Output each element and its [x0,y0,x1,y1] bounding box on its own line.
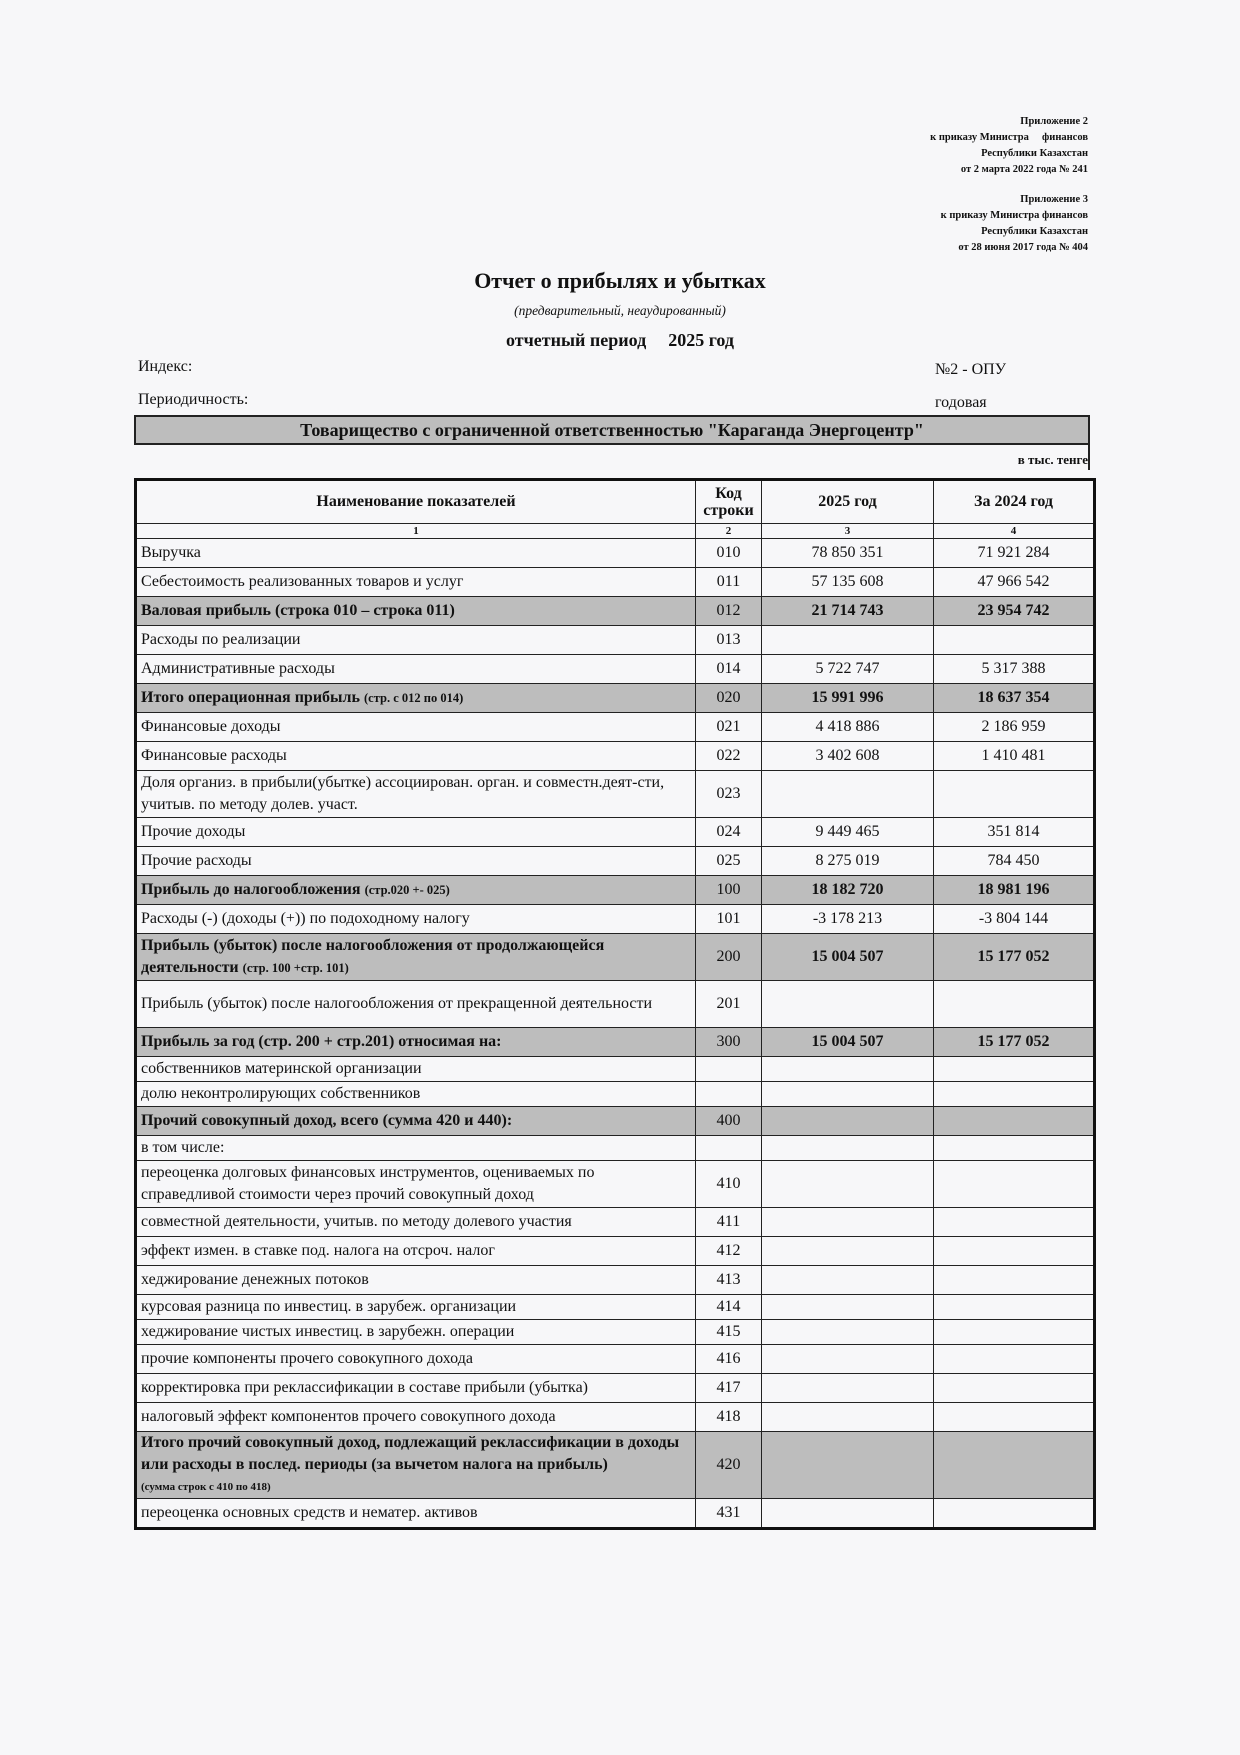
row-code: 415 [696,1320,762,1345]
value-current-year: 57 135 608 [762,568,934,597]
indicator-label: Прочие доходы [141,823,246,840]
indicator-name [136,905,696,934]
indicator-label: в том числе: [141,1139,225,1156]
value-previous-year: 784 450 [934,847,1095,876]
value-previous-year [934,981,1095,1028]
indicator-name [136,1320,696,1345]
appendix-2-line3: Республики Казахстан [981,148,1088,159]
reporting-period [0,330,1240,351]
value-previous-year: 71 921 284 [934,539,1095,568]
indicator-name [136,684,696,713]
value-previous-year [934,1057,1095,1082]
indicator-formula-note: (стр.020 +- 025) [364,883,450,897]
row-code: 431 [696,1499,762,1529]
value-previous-year [934,1237,1095,1266]
value-current-year: 15 991 996 [762,684,934,713]
indicator-name [136,742,696,771]
row-code: 411 [696,1208,762,1237]
indicator-label: Прочий совокупный доход, всего (сумма 420 и 440): [141,1112,513,1129]
indicator-label: Прибыль за год (стр. 200 + стр.201) относимая на: [141,1033,502,1050]
indicator-label: Расходы (-) (доходы (+)) по подоходному налогу [141,910,470,927]
indicator-label: переоценка долговых финансовых инструментов, оцениваемых по справедливой стоимости через прочий совокупный доход [141,1164,595,1203]
appendix-2-line4: от 2 марта 2022 года № 241 [960,164,1088,175]
row-code [696,1082,762,1107]
indicator-label: Выручка [141,544,201,561]
row-code: 201 [696,981,762,1028]
indicator-name [136,713,696,742]
value-current-year [762,1432,934,1499]
table-row [136,1374,1095,1403]
row-code: 420 [696,1432,762,1499]
indicator-name [136,1295,696,1320]
row-code: 020 [696,684,762,713]
value-previous-year [934,1136,1095,1161]
value-current-year: 4 418 886 [762,713,934,742]
table-row [136,847,1095,876]
table-row [136,655,1095,684]
indicator-name [136,876,696,905]
value-current-year [762,771,934,818]
table-row [136,1320,1095,1345]
indicator-label: долю неконтролирующих собственников [141,1085,421,1102]
indicator-name [136,981,696,1028]
index-label: Индекс: [138,358,193,375]
value-previous-year: 2 186 959 [934,713,1095,742]
table-row [136,539,1095,568]
indicator-label: хеджирование чистых инвестиц. в зарубежн. операции [141,1323,515,1340]
indicator-name [136,1403,696,1432]
row-code: 418 [696,1403,762,1432]
indicator-name [136,1345,696,1374]
value-current-year [762,1374,934,1403]
header-code-line2: строки [703,502,754,519]
value-previous-year [934,1266,1095,1295]
report-title: Отчет о прибылях и убытках [474,268,766,293]
column-number: 3 [762,524,934,539]
indicator-label: прочие компоненты прочего совокупного дохода [141,1350,473,1367]
value-current-year [762,1499,934,1529]
indicator-label: Прочие расходы [141,852,252,869]
indicator-name [136,1374,696,1403]
row-code: 417 [696,1374,762,1403]
value-current-year: 21 714 743 [762,597,934,626]
indicator-label: Итого операционная прибыль [141,689,360,706]
value-current-year [762,1295,934,1320]
value-previous-year: 351 814 [934,818,1095,847]
table-row [136,1403,1095,1432]
row-code: 300 [696,1028,762,1057]
value-current-year [762,1082,934,1107]
value-current-year: 78 850 351 [762,539,934,568]
value-current-year [762,1107,934,1136]
table-row [136,626,1095,655]
table-header-row [136,480,1095,524]
value-current-year [762,1208,934,1237]
column-number: 2 [696,524,762,539]
row-code: 023 [696,771,762,818]
value-previous-year [934,1320,1095,1345]
indicator-name [136,1082,696,1107]
value-current-year: 15 004 507 [762,1028,934,1057]
indicator-label: Итого прочий совокупный доход, подлежащий реклассификации в доходы или расходы в послед. периоды (за вычетом налога на прибыль) [141,1434,680,1473]
indicator-name [136,1266,696,1295]
divider [1088,444,1090,470]
value-previous-year: 15 177 052 [934,934,1095,981]
row-code: 400 [696,1107,762,1136]
value-current-year [762,1161,934,1208]
indicator-label: переоценка основных средств и нематер. активов [141,1504,478,1521]
row-code: 011 [696,568,762,597]
row-code: 100 [696,876,762,905]
table-row [136,771,1095,818]
indicator-formula-note: (сумма строк с 410 по 418) [141,1481,271,1493]
table-row [136,1057,1095,1082]
appendix-3-line4: от 28 июня 2017 года № 404 [958,242,1088,253]
table-row [136,597,1095,626]
indicator-name [136,771,696,818]
value-previous-year [934,1345,1095,1374]
indicator-name [136,1208,696,1237]
value-previous-year: 5 317 388 [934,655,1095,684]
form-number: №2 - ОПУ [935,361,1007,378]
value-current-year: 15 004 507 [762,934,934,981]
header-indicator-name: Наименование показателей [136,480,696,524]
indicator-label: собственников материнской организации [141,1060,422,1077]
periodicity-value: годовая [935,394,987,411]
indicator-name [136,1499,696,1529]
header-current-year: 2025 год [762,480,934,524]
indicator-label: хеджирование денежных потоков [141,1271,369,1288]
value-current-year: 9 449 465 [762,818,934,847]
column-number: 1 [136,524,696,539]
value-previous-year: 23 954 742 [934,597,1095,626]
indicator-label: Финансовые расходы [141,747,287,764]
value-previous-year: 18 637 354 [934,684,1095,713]
indicator-formula-note: (стр. с 012 по 014) [363,691,464,705]
value-previous-year [934,1499,1095,1529]
indicator-label: Прибыль до налогообложения [141,881,361,898]
value-previous-year [934,1432,1095,1499]
header-previous-year: За 2024 год [934,480,1095,524]
value-previous-year: 15 177 052 [934,1028,1095,1057]
value-previous-year [934,1107,1095,1136]
column-number: 4 [934,524,1095,539]
value-current-year: -3 178 213 [762,905,934,934]
value-current-year [762,1345,934,1374]
indicator-label: Доля организ. в прибыли(убытке) ассоциирован. орган. и совместн.деят-сти, учитыв. по методу долев. участ. [141,774,665,813]
appendix-3-note [941,192,1088,256]
table-row [136,1237,1095,1266]
row-code: 101 [696,905,762,934]
table-row [136,1161,1095,1208]
indicator-label: Административные расходы [141,660,335,677]
indicator-label: Себестоимость реализованных товаров и услуг [141,573,464,590]
row-code: 414 [696,1295,762,1320]
appendix-3-line1: Приложение 3 [1020,194,1088,205]
value-current-year [762,1266,934,1295]
indicator-label: совместной деятельности, учитыв. по методу долевого участия [141,1213,572,1230]
indicator-name [136,818,696,847]
indicator-name [136,655,696,684]
value-previous-year: 18 981 196 [934,876,1095,905]
table-row [136,1208,1095,1237]
indicator-name [136,626,696,655]
indicator-label: эффект измен. в ставке под. налога на отсроч. налог [141,1242,495,1259]
table-row [136,818,1095,847]
row-code: 025 [696,847,762,876]
table-row [136,1432,1095,1499]
indicator-name [136,1237,696,1266]
units-label: в тыс. тенге [1017,452,1088,467]
value-current-year: 3 402 608 [762,742,934,771]
value-current-year [762,1237,934,1266]
table-row [136,876,1095,905]
row-code: 024 [696,818,762,847]
indicator-label: Валовая прибыль (строка 010 – строка 011) [141,602,455,619]
value-current-year: 5 722 747 [762,655,934,684]
indicator-name [136,1161,696,1208]
indicator-name [136,1057,696,1082]
indicator-label: Прибыль (убыток) после налогообложения от прекращенной деятельности [141,995,653,1012]
indicator-label: Расходы по реализации [141,631,301,648]
row-code: 416 [696,1345,762,1374]
table-row [136,1295,1095,1320]
value-current-year [762,981,934,1028]
column-number-row [136,524,1095,539]
indicator-formula-note: (стр. 100 +стр. 101) [242,961,349,975]
value-current-year [762,1136,934,1161]
row-code: 010 [696,539,762,568]
period-year: 2025 год [668,330,735,350]
row-code: 200 [696,934,762,981]
indicator-name [136,597,696,626]
row-code: 013 [696,626,762,655]
appendix-3-line2: к приказу Министра финансов [940,210,1088,221]
table-row [136,905,1095,934]
table-row [136,1082,1095,1107]
value-current-year [762,1403,934,1432]
header-row-code [696,480,762,524]
table-row [136,1028,1095,1057]
indicator-name [136,1136,696,1161]
header-code-line1: Код [715,485,742,502]
row-code [696,1057,762,1082]
indicator-label: налоговый эффект компонентов прочего совокупного дохода [141,1408,556,1425]
value-previous-year [934,1295,1095,1320]
value-previous-year [934,626,1095,655]
row-code: 012 [696,597,762,626]
value-previous-year [934,771,1095,818]
value-previous-year: 47 966 542 [934,568,1095,597]
table-row [136,934,1095,981]
periodicity-label: Периодичность: [138,391,249,408]
value-current-year [762,1057,934,1082]
table-row [136,713,1095,742]
indicator-name [136,539,696,568]
table-row [136,1107,1095,1136]
indicator-name [136,1028,696,1057]
indicator-name [136,1432,696,1499]
row-code [696,1136,762,1161]
row-code: 022 [696,742,762,771]
table-row [136,568,1095,597]
value-current-year [762,626,934,655]
indicator-name [136,847,696,876]
table-row [136,1345,1095,1374]
indicator-name [136,568,696,597]
table-row [136,1499,1095,1529]
value-current-year: 8 275 019 [762,847,934,876]
table-row [136,1136,1095,1161]
value-previous-year: -3 804 144 [934,905,1095,934]
row-code: 413 [696,1266,762,1295]
value-previous-year: 1 410 481 [934,742,1095,771]
table-row [136,684,1095,713]
value-previous-year [934,1161,1095,1208]
value-current-year: 18 182 720 [762,876,934,905]
table-row [136,742,1095,771]
appendix-2-line2: к приказу Министра финансов [930,132,1088,143]
company-name-banner: Товарищество с ограниченной ответственностью "Караганда Энергоцентр" [134,415,1090,445]
table-row [136,981,1095,1028]
appendix-3-line3: Республики Казахстан [981,226,1088,237]
indicator-label: Прибыль (убыток) после налогообложения от продолжающейся деятельности [141,937,605,976]
row-code: 412 [696,1237,762,1266]
row-code: 014 [696,655,762,684]
indicator-name [136,934,696,981]
indicator-label: Финансовые доходы [141,718,281,735]
value-previous-year [934,1403,1095,1432]
appendix-2-line1: Приложение 2 [1020,116,1088,127]
row-code: 021 [696,713,762,742]
value-previous-year [934,1374,1095,1403]
income-statement-table [134,478,1096,1530]
indicator-label: корректировка при реклассификации в составе прибыли (убытка) [141,1379,588,1396]
indicator-name [136,1107,696,1136]
row-code: 410 [696,1161,762,1208]
value-current-year [762,1320,934,1345]
table-row [136,1266,1095,1295]
value-previous-year [934,1208,1095,1237]
period-label: отчетный период [505,330,647,350]
indicator-label: курсовая разница по инвестиц. в зарубеж. организации [141,1298,517,1315]
appendix-2-note [930,114,1088,178]
report-subtitle: (предварительный, неаудированный) [514,303,726,318]
value-previous-year [934,1082,1095,1107]
